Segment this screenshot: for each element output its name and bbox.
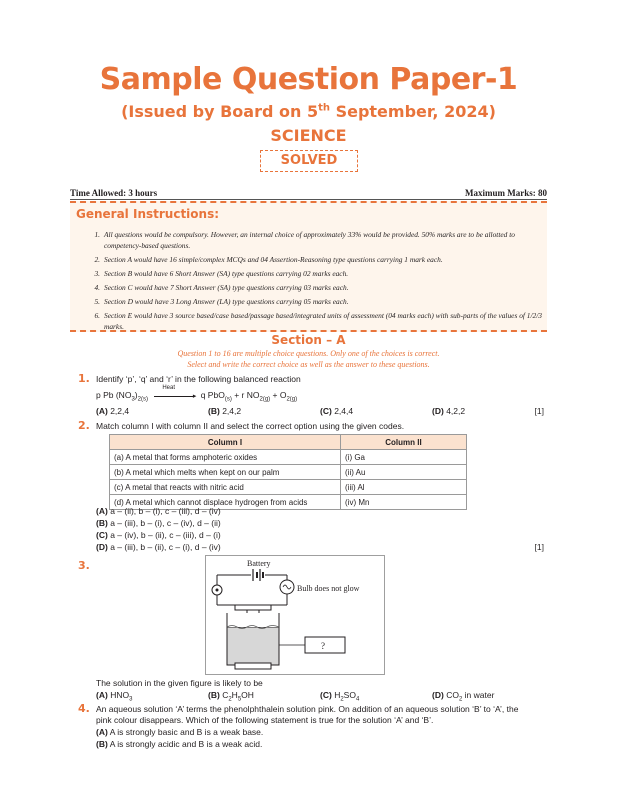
column-header: Column I (110, 435, 341, 450)
reaction-equation: p Pb $(NO_3)_{2(s)}$ Heat ▸ q PbO$_{(s)}$ + r $NO_{2(g)} + O_{2(g)}$ (96, 385, 298, 403)
question-number: 2. (78, 419, 90, 432)
question-text: The solution in the given figure is likely to be (96, 678, 263, 688)
option-b[interactable]: (B) 2,4,2 (208, 406, 242, 416)
option-d[interactable]: (D) $CO_2$ in water (432, 690, 495, 703)
option-b[interactable]: (B) A is strongly acidic and B is a weak acid. (96, 739, 263, 749)
table-header-row (110, 435, 467, 450)
divider (70, 199, 547, 200)
option-d[interactable]: (D) a – (iii), b – (ii), c – (i), d – (iv) (96, 542, 221, 552)
subject-heading: SCIENCE (270, 126, 347, 145)
table-row: (d) A metal which cannot displace hydrogen from acids (iv) Mn (110, 495, 467, 510)
option-c[interactable]: (C) 2,4,4 (320, 406, 354, 416)
bulb-icon (280, 580, 294, 594)
instructions-list (82, 229, 542, 332)
column-header: Column II (341, 435, 467, 450)
option-a[interactable]: (A) A is strongly basic and B is a weak base. (96, 727, 264, 737)
maximum-marks: Maximum Marks: 80 (465, 188, 547, 198)
instruction-item: 3. Section B would have 6 Short Answer (SA) type questions carrying 02 marks each. (94, 269, 349, 278)
instruction-item: 5. Section D would have 3 Long Answer (LA) type questions carrying 05 marks each. (94, 297, 349, 306)
table-row: (b) A metal which melts when kept on our palm (ii) Au (110, 465, 467, 480)
instructions-title: General Instructions: (76, 207, 220, 221)
instruction-item: 2. Section A would have 16 simple/complex MCQs and 04 Assertion-Reasoning type questions carrying 1 mark each. (94, 255, 443, 264)
heat-arrow: Heat ▸ (154, 394, 194, 397)
option-d[interactable]: (D) 4,2,2 (432, 406, 466, 416)
question-number: 3. (78, 559, 90, 572)
section-note: Question 1 to 16 are multiple choice questions. Only one of the choices is correct. Select and write the correct choice as well as the answer to these questions. (177, 349, 440, 369)
table-row: (c) A metal that reacts with nitric acid (iii) Al (110, 480, 467, 495)
option-b[interactable]: (B) a – (iii), b – (i), c – (iv), d – (ii) (96, 518, 221, 528)
paper-title: Sample Question Paper-1 (99, 62, 518, 97)
question-text: Match column I with column II and select the correct option using the given codes. (96, 421, 405, 431)
question-number: 4. (78, 702, 90, 715)
table-row: (a) A metal that forms amphoteric oxides (i) Ga (110, 450, 467, 465)
section-title: Section – A (271, 333, 346, 347)
beaker-icon (227, 613, 279, 665)
match-table (109, 434, 467, 510)
instruction-item: 4. Section C would have 7 Short Answer (SA) type questions carrying 03 marks each. (94, 283, 349, 292)
time-allowed: Time Allowed: 3 hours (70, 188, 158, 198)
unknown-label: ? (321, 641, 325, 651)
general-instructions-box (70, 201, 547, 332)
solved-badge: SOLVED (260, 150, 358, 172)
option-c[interactable]: (C) a – (iv), b – (ii), c – (iii), d – (i) (96, 530, 221, 540)
stand (235, 663, 271, 669)
instruction-item: 1. All questions would be compulsory. However, an internal choice of approximately 33% would be provided. 50% marks are to be allotted to competency-based questions. (94, 230, 515, 250)
question-number: 1. (78, 372, 90, 385)
battery-label: Battery (247, 559, 271, 568)
bulb-label: Bulb does not glow (297, 584, 360, 593)
question-text: An aqueous solution ‘A’ terms the phenolphthalein solution pink. On addition of an aqueous solution ‘B’ to ‘A’, the pink colour disappears. Which of the following statement is true for the solution ‘A’ and ‘B’. (96, 704, 519, 725)
option-a[interactable]: (A) a – (ii), b – (i), c – (iii), d – (iv) (96, 506, 221, 516)
option-a[interactable]: (A) $HNO_3$ (96, 690, 133, 703)
option-c[interactable]: (C) $H_2SO_4$ (320, 690, 360, 703)
instruction-item: 6. Section E would have 3 source based/case based/passage based/integrated units of assessment (04 marks each) with sub-parts of the values of 1/2/3 marks. (94, 311, 542, 331)
question-text: Identify ‘p’, ‘q’ and ‘r’ in the following balanced reaction (96, 374, 301, 384)
marks-label: [1] (534, 542, 544, 552)
key-icon (212, 585, 222, 595)
paper-subtitle: (Issued by Board on 5th September, 2024) (121, 102, 496, 121)
option-a[interactable]: (A) 2,2,4 (96, 406, 130, 416)
unknown-box (305, 637, 345, 653)
circuit-diagram (205, 555, 385, 675)
option-b[interactable]: (B) $C_2H_5OH$ (208, 690, 254, 703)
marks-label: [1] (534, 406, 544, 416)
